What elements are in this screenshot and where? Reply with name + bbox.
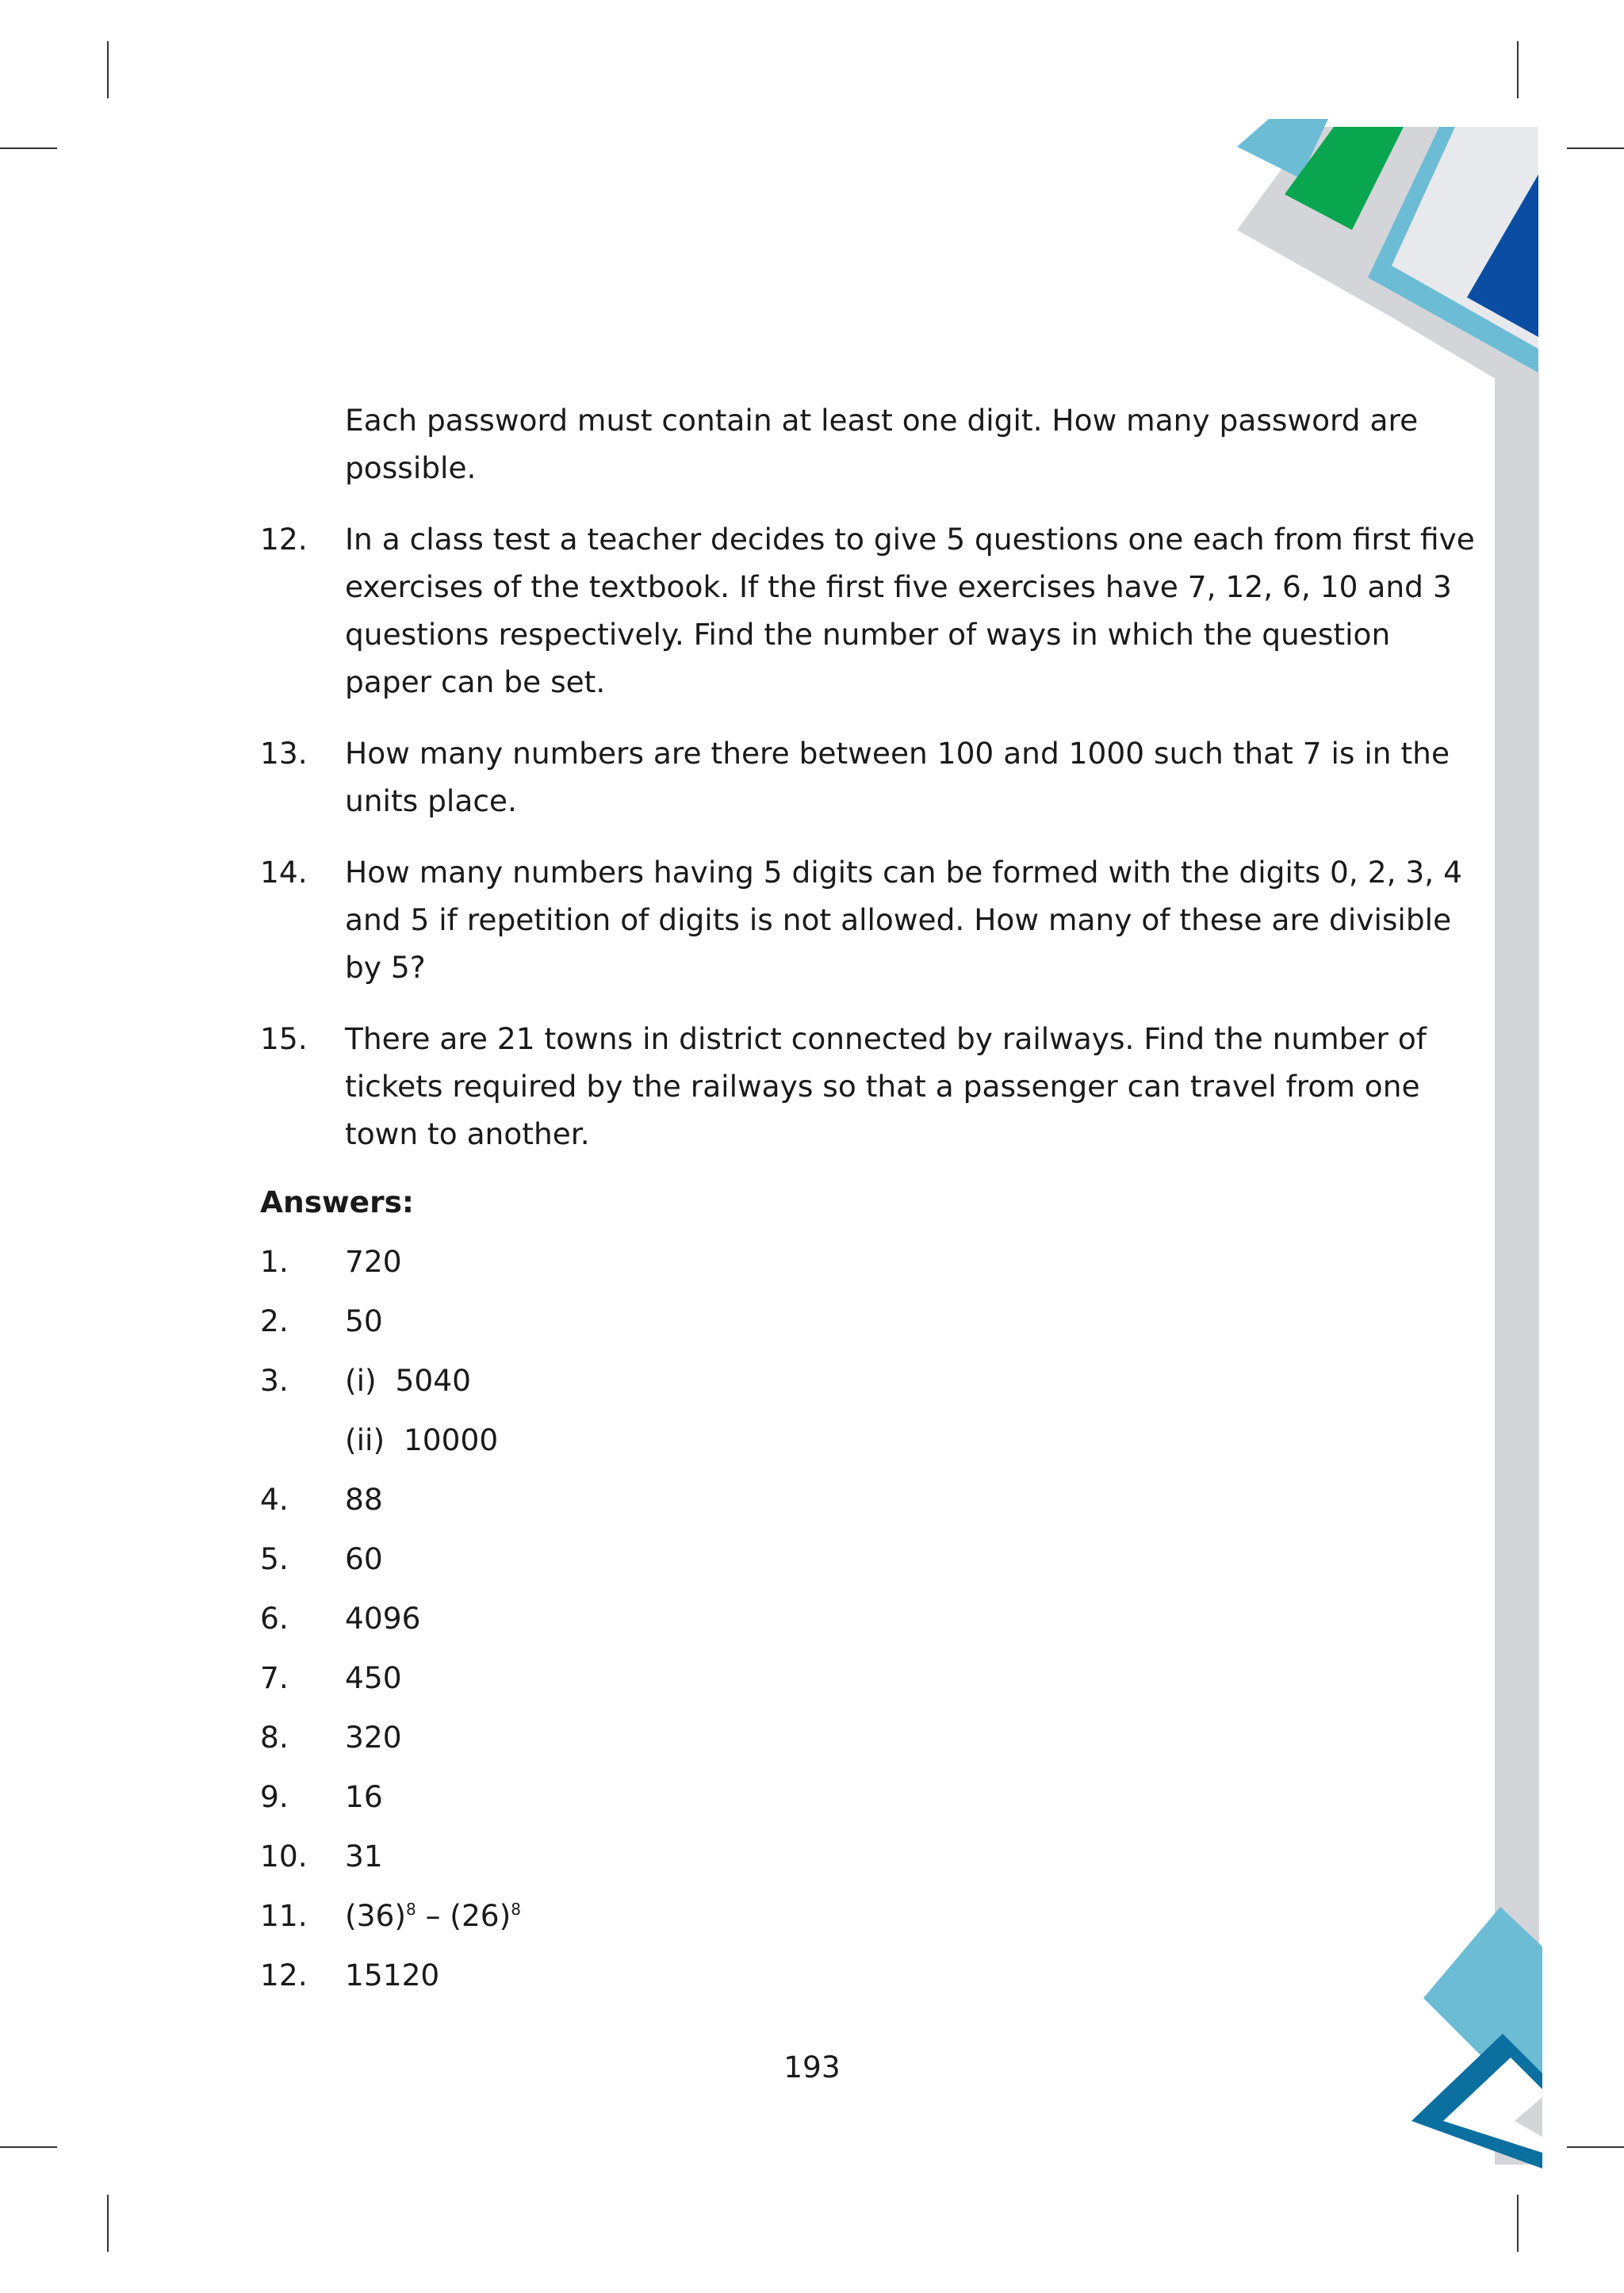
answer-value: (i) 5040	[345, 1363, 471, 1398]
side-decorative-band	[1495, 373, 1539, 2165]
text-line: units place.	[345, 783, 517, 818]
answer-value: 720	[345, 1244, 402, 1279]
answer-value: 50	[345, 1303, 383, 1338]
text-line: Each password must contain at least one digit. How many password are	[345, 403, 1419, 438]
answers-heading: Answers:	[260, 1185, 414, 1219]
answer-number: 11.	[260, 1898, 308, 1933]
question-text	[345, 729, 1450, 825]
answer-number: 8.	[260, 1720, 289, 1755]
question-number: 12.	[260, 522, 308, 557]
text-line: How many numbers are there between 100 and 1000 such that 7 is in the	[345, 736, 1450, 771]
answer-number: 6.	[260, 1601, 289, 1636]
answer-value: 60	[345, 1541, 383, 1576]
question-number: 13.	[260, 736, 308, 771]
answer-number: 12.	[260, 1958, 308, 1992]
exponent: 8	[511, 1900, 522, 1919]
answer-value: 4096	[345, 1601, 421, 1636]
answer-value: (ii) 10000	[345, 1422, 499, 1457]
bottom-right-decoration	[1411, 1899, 1546, 2172]
crop-mark	[107, 41, 109, 98]
answer-number: 10.	[260, 1839, 308, 1874]
exponent: 8	[405, 1900, 416, 1919]
answer-value	[345, 1895, 521, 1936]
answer-number: 5.	[260, 1541, 289, 1576]
top-right-decoration	[1237, 119, 1554, 404]
answer-value: 16	[345, 1779, 383, 1814]
text-line: exercises of the textbook. If the first five exercises have 7, 12, 6, 10 and 3	[345, 569, 1452, 604]
crop-mark	[1517, 2195, 1519, 2252]
text-line: There are 21 towns in district connected by railways. Find the number of	[345, 1021, 1427, 1056]
question-number: 14.	[260, 855, 308, 890]
question-text	[345, 1015, 1427, 1158]
page-number: 193	[783, 2050, 841, 2084]
answer-number: 4.	[260, 1482, 289, 1517]
question-text	[345, 515, 1475, 706]
answer-number: 9.	[260, 1779, 289, 1814]
answer-value: 15120	[345, 1958, 440, 1992]
text-line: possible.	[345, 450, 477, 485]
base-text: (36)	[345, 1898, 406, 1933]
text-line: by 5?	[345, 950, 426, 985]
base-text: – (26)	[416, 1898, 511, 1933]
crop-mark	[1517, 41, 1519, 98]
question-text	[345, 396, 1419, 492]
answer-number: 3.	[260, 1363, 289, 1398]
answer-value: 88	[345, 1482, 383, 1517]
crop-mark	[1567, 2146, 1624, 2148]
text-line: In a class test a teacher decides to give 5 questions one each from first five	[345, 522, 1475, 557]
crop-mark	[107, 2195, 109, 2252]
answer-value: 450	[345, 1660, 402, 1695]
answer-number: 7.	[260, 1660, 289, 1695]
crop-mark	[0, 147, 57, 149]
crop-mark	[1567, 147, 1624, 149]
answer-number: 1.	[260, 1244, 289, 1279]
answer-value: 31	[345, 1839, 383, 1874]
text-line: town to another.	[345, 1116, 590, 1151]
text-line: questions respectively. Find the number of ways in which the question	[345, 617, 1391, 652]
question-number: 15.	[260, 1021, 308, 1056]
text-line: tickets required by the railways so that a passenger can travel from one	[345, 1069, 1420, 1104]
text-line: How many numbers having 5 digits can be formed with the digits 0, 2, 3, 4	[345, 855, 1462, 890]
text-line: paper can be set.	[345, 664, 606, 699]
text-line: and 5 if repetition of digits is not allowed. How many of these are divisible	[345, 902, 1452, 937]
answer-value: 320	[345, 1720, 402, 1755]
answer-number: 2.	[260, 1303, 289, 1338]
crop-mark	[0, 2146, 57, 2148]
question-text	[345, 848, 1462, 991]
